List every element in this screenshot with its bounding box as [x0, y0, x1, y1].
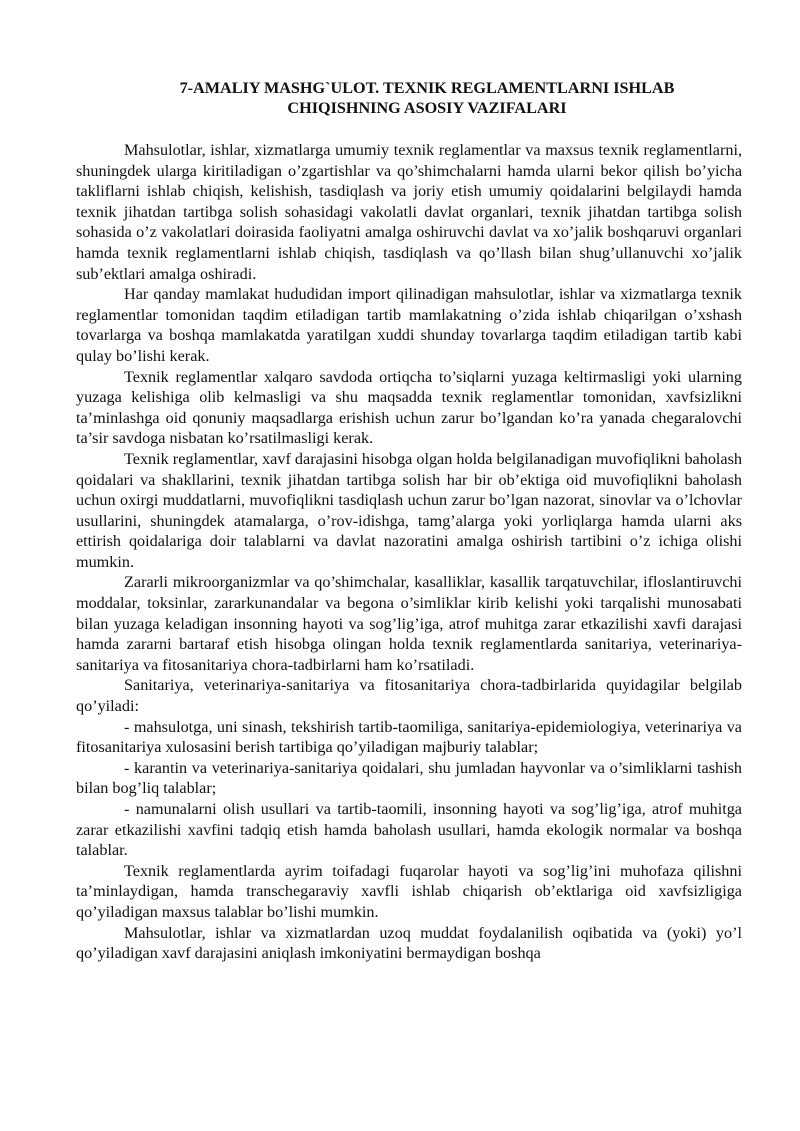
title-line-2: CHIQISHNING ASOSIY VAZIFALARI — [287, 99, 567, 117]
paragraph-3: Texnik reglamentlar xalqaro savdoda ortiqcha to’siqlarni yuzaga keltirmasligi yoki ularning yuzaga kelishiga olib kelmasligi va shu maqsadda texnik reglamentlar tomonidan, xavfsizlikni ta’minlashga oid qonuniy maqsadlarga erishish uchun zarur bo’lgandan ko’ra yanada chegaralovchi ta’sir savdoga nisbatan ko’rsatilmasligi kerak. — [76, 367, 742, 448]
paragraph-1: Mahsulotlar, ishlar, xizmatlarga umumiy texnik reglamentlar va maxsus texnik reglamentlarni, shuningdek ularga kiritiladigan o’zgartishlar va qo’shimchalarni hamda ularni bekor qilish bo’yicha takliflarni ishlab chiqish, kelishish, tasdiqlash va joriy etish umumiy qoidalarini belgilaydi hamda texnik jihatdan tartibga solish sohasidagi vakolatli davlat organlari, texnik jihatdan tartibga solish sohasida o’z vakolatlari doirasida faoliyatni amalga oshiruvchi davlat va xo’jalik boshqaruvi organlari hamda texnik reglamentlarni ishlab chiqish, tasdiqlash va qo’llash bilan shug’ullanuvchi xo’jalik sub’ektlari amalga oshiradi. — [76, 141, 742, 283]
paragraph-8: Mahsulotlar, ishlar va xizmatlardan uzoq muddat foydalanilish oqibatida va (yoki) yo’l qo’yiladigan xavf darajasini aniqlash imkoniyatini bermaydigan boshqa — [76, 923, 742, 963]
paragraph-2: Har qanday mamlakat hududidan import qilinadigan mahsulotlar, ishlar va xizmatlarga texnik reglamentlar tomonidan taqdim etiladigan tartib mamlakatning o’zida ishlab chiqarilgan o’xshash tovarlarga va boshqa mamlakatda yaratilgan xuddi shunday tovarlarga taqdim etiladigan tartib kabi qulay bo’lishi kerak. — [76, 285, 742, 365]
document-page — [76, 78, 742, 964]
list-item-1: - mahsulotga, uni sinash, tekshirish tartib-taomiliga, sanitariya-epidemiologiya, veterinariya va fitosanitariya xulosasini berish tartibiga qo’yiladigan majburiy talablar; — [76, 717, 742, 757]
list-item-2: - karantin va veterinariya-sanitariya qoidalari, shu jumladan hayvonlar va o’simliklarni tashish bilan bog’liq talablar; — [76, 758, 742, 798]
list-item-3: - namunalarni olish usullari va tartib-taomili, insonning hayoti va sog’lig’iga, atrof muhitga zarar etkazilishi xavfini tadqiq etish hamda baholash usullari, hamda ekologik normalar va boshqa talablar. — [76, 800, 742, 860]
page-title — [76, 78, 742, 118]
paragraph-4: Texnik reglamentlar, xavf darajasini hisobga olgan holda belgilanadigan muvofiqlikni baholash qoidalari va shakllarini, texnik jihatdan tartibga solish har bir ob’ektiga oid muvofiqlikni baholash uchun oxirgi muddatlarni, muvofiqlikni tasdiqlash uchun zarur bo’lgan nazorat, sinovlar va o’lchovlar usullarini, shuningdek atamalarga, o’rov-idishga, tamg’alarga yoki yorliqlarga hamda ularni aks ettirish qoidalariga doir talablarni va davlat nazoratini amalga oshirish tartibini o’z ichiga olishi mumkin. — [76, 449, 742, 571]
paragraph-6: Sanitariya, veterinariya-sanitariya va fitosanitariya chora-tadbirlarida quyidagilar belgilab qo’yiladi: — [76, 676, 742, 716]
title-line-1: 7-AMALIY MASHG`ULOT. TEXNIK REGLAMENTLARNI ISHLAB — [179, 79, 675, 97]
paragraph-7: Texnik reglamentlarda ayrim toifadagi fuqarolar hayoti va sog’lig’ini muhofaza qilishni ta’minlaydigan, hamda transchegaraviy xavfli ishlab chiqarish ob’ektlariga oid xavfsizligiga qo’yiladigan maxsus talablar bo’lishi mumkin. — [76, 861, 742, 921]
paragraph-5: Zararli mikroorganizmlar va qo’shimchalar, kasalliklar, kasallik tarqatuvchilar, ifloslantiruvchi moddalar, toksinlar, zararkunandalar va begona o’simliklar kirib kelishi yoki tarqalishi munosabati bilan yuzaga keladigan insonning hayoti va sog’lig’iga, atrof muhitga zarar etkazilishi xavfi darajasi hamda zararni bartaraf etish hisobga olingan holda texnik reglamentlarda sanitariya, veterinariya-sanitariya va fitosanitariya chora-tadbirlarni ham ko’rsatiladi. — [76, 573, 742, 674]
